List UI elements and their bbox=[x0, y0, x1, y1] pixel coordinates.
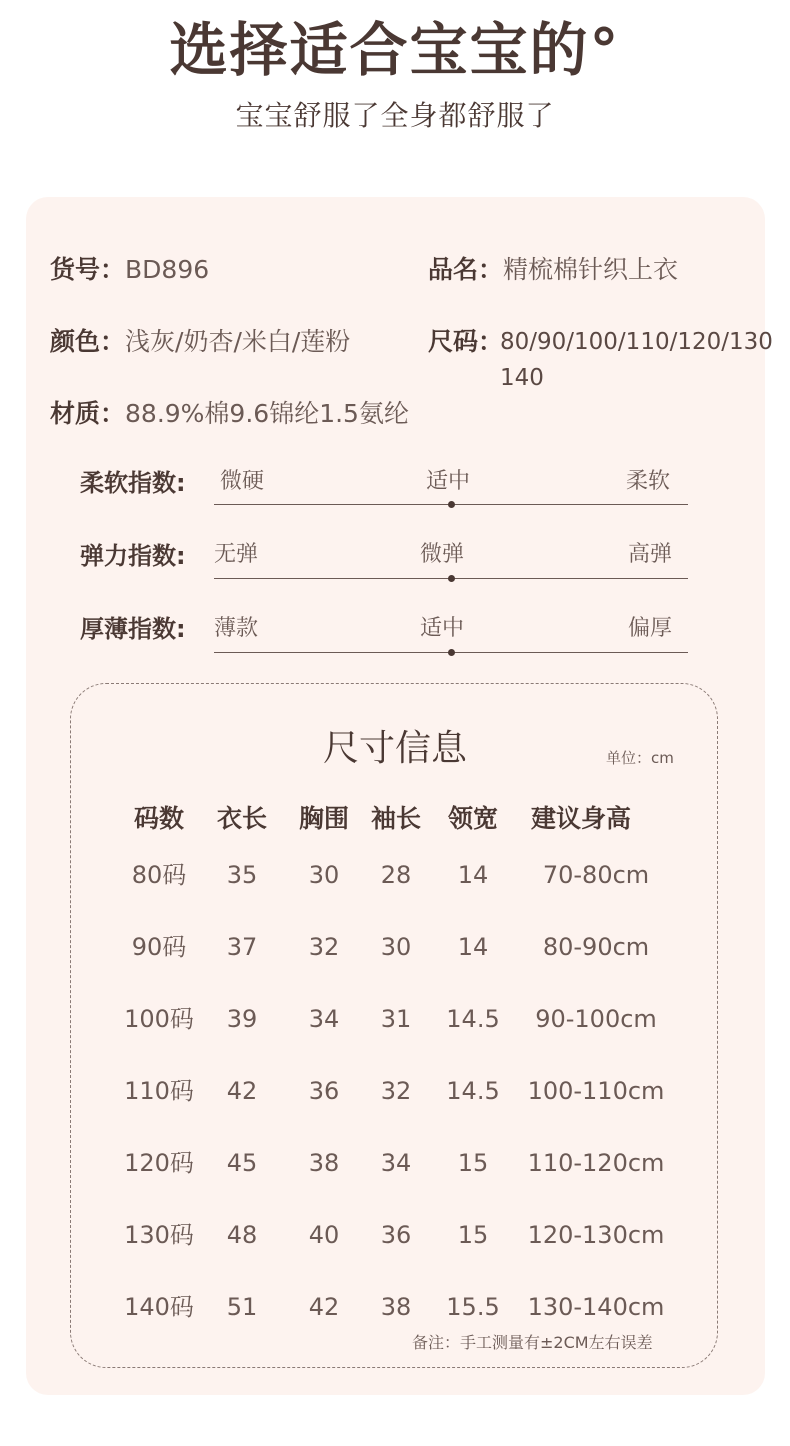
table-cell: 110码 bbox=[124, 1077, 194, 1105]
table-cell: 90-100cm bbox=[535, 1005, 657, 1033]
softness-marker bbox=[448, 501, 455, 508]
table-cell: 32 bbox=[308, 933, 340, 961]
color-row bbox=[50, 324, 350, 360]
table-cell: 30 bbox=[380, 933, 412, 961]
table-cell: 120码 bbox=[124, 1149, 194, 1177]
elasticity-index-label: 弹力指数: bbox=[80, 542, 186, 570]
header-height: 建议身高 bbox=[530, 804, 631, 833]
table-cell: 15 bbox=[457, 1149, 489, 1177]
item-number-row bbox=[50, 252, 209, 288]
table-cell: 42 bbox=[308, 1293, 340, 1321]
page-subtitle: 宝宝舒服了全身都舒服了 bbox=[235, 99, 555, 132]
table-cell: 45 bbox=[226, 1149, 258, 1177]
softness-index-label: 柔软指数: bbox=[80, 469, 186, 497]
table-cell: 100码 bbox=[124, 1005, 194, 1033]
table-cell: 35 bbox=[226, 861, 258, 889]
item-number-value: BD896 bbox=[125, 255, 210, 284]
size-row bbox=[428, 324, 503, 360]
measurement-note: 备注：手工测量有±2CM左右误差 bbox=[412, 1333, 653, 1352]
thickness-index-label: 厚薄指数: bbox=[80, 615, 186, 643]
softness-option-left: 微硬 bbox=[220, 469, 265, 494]
table-cell: 15.5 bbox=[446, 1293, 500, 1321]
table-cell: 30 bbox=[308, 861, 340, 889]
table-cell: 80-90cm bbox=[542, 933, 650, 961]
size-label: 尺码： bbox=[428, 327, 504, 356]
table-cell: 32 bbox=[380, 1077, 412, 1105]
elasticity-option-left: 无弹 bbox=[214, 542, 259, 567]
table-cell: 120-130cm bbox=[527, 1221, 665, 1249]
product-name-value: 精梳棉针织上衣 bbox=[503, 255, 679, 284]
table-cell: 100-110cm bbox=[527, 1077, 665, 1105]
table-cell: 34 bbox=[380, 1149, 412, 1177]
table-cell: 40 bbox=[308, 1221, 340, 1249]
table-cell: 38 bbox=[380, 1293, 412, 1321]
header-sleeve: 袖长 bbox=[370, 804, 421, 833]
table-cell: 37 bbox=[226, 933, 258, 961]
product-name-row bbox=[428, 252, 678, 288]
table-cell: 15 bbox=[457, 1221, 489, 1249]
table-cell: 38 bbox=[308, 1149, 340, 1177]
softness-option-mid: 适中 bbox=[426, 469, 471, 494]
table-cell: 34 bbox=[308, 1005, 340, 1033]
header-collar: 领宽 bbox=[447, 804, 498, 833]
color-label: 颜色： bbox=[50, 327, 126, 356]
size-value: 80/90/100/110/120/130 140 bbox=[500, 329, 773, 391]
elasticity-marker bbox=[448, 575, 455, 582]
thickness-option-left: 薄款 bbox=[214, 616, 259, 641]
table-cell: 14.5 bbox=[446, 1005, 500, 1033]
header-size: 码数 bbox=[133, 804, 184, 833]
table-cell: 130-140cm bbox=[527, 1293, 665, 1321]
table-cell: 51 bbox=[226, 1293, 258, 1321]
header-chest: 胸围 bbox=[298, 804, 349, 833]
table-cell: 39 bbox=[226, 1005, 258, 1033]
table-cell: 14.5 bbox=[446, 1077, 500, 1105]
size-chart-unit: 单位：cm bbox=[606, 749, 674, 767]
table-cell: 14 bbox=[457, 933, 489, 961]
thickness-option-mid: 适中 bbox=[420, 616, 465, 641]
color-value: 浅灰/奶杏/米白/莲粉 bbox=[125, 327, 351, 356]
item-number-label: 货号： bbox=[50, 255, 126, 284]
table-cell: 110-120cm bbox=[527, 1149, 665, 1177]
table-cell: 48 bbox=[226, 1221, 258, 1249]
size-chart-title: 尺寸信息 bbox=[322, 728, 467, 769]
table-cell: 36 bbox=[308, 1077, 340, 1105]
elasticity-option-right: 高弹 bbox=[628, 542, 673, 567]
elasticity-option-mid: 微弹 bbox=[420, 542, 465, 567]
table-cell: 80码 bbox=[131, 861, 187, 889]
softness-option-right: 柔软 bbox=[626, 469, 671, 494]
table-cell: 90码 bbox=[131, 933, 187, 961]
table-cell: 14 bbox=[457, 861, 489, 889]
material-row bbox=[50, 396, 409, 432]
page-title: 选择适合宝宝的° bbox=[169, 16, 621, 84]
header-length: 衣长 bbox=[216, 804, 267, 833]
table-cell: 130码 bbox=[124, 1221, 194, 1249]
material-value: 88.9%棉9.6锦纶1.5氨纶 bbox=[125, 399, 409, 428]
table-cell: 140码 bbox=[124, 1293, 194, 1321]
table-cell: 42 bbox=[226, 1077, 258, 1105]
table-cell: 28 bbox=[380, 861, 412, 889]
table-cell: 31 bbox=[380, 1005, 412, 1033]
table-cell: 36 bbox=[380, 1221, 412, 1249]
thickness-marker bbox=[448, 649, 455, 656]
table-cell: 70-80cm bbox=[542, 861, 650, 889]
material-label: 材质： bbox=[50, 399, 126, 428]
thickness-option-right: 偏厚 bbox=[628, 616, 673, 641]
product-name-label: 品名： bbox=[428, 255, 504, 284]
